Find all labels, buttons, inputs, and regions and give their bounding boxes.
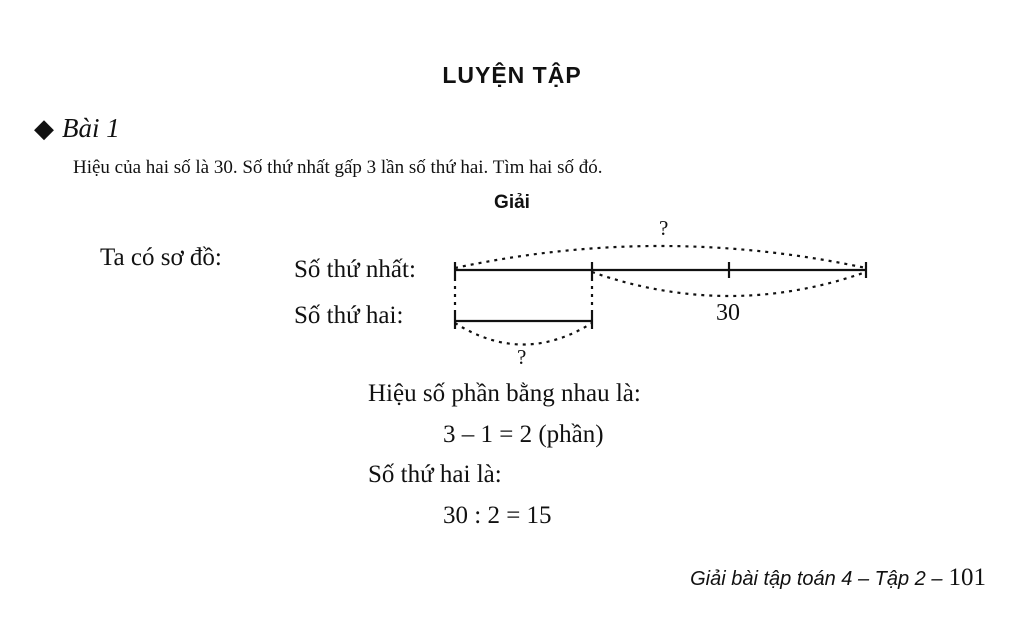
second-number-brace xyxy=(455,323,592,345)
page-footer xyxy=(690,564,986,592)
step-1-calculation: 3 – 1 = 2 (phần) xyxy=(443,421,604,448)
step-1-text: Hiệu số phần bằng nhau là: xyxy=(368,380,641,407)
book-title: Giải bài tập toán 4 – Tập 2 – xyxy=(690,568,943,590)
total-question-mark: ? xyxy=(659,216,669,240)
total-brace xyxy=(455,246,866,268)
step-2-calculation: 30 : 2 = 15 xyxy=(443,502,552,529)
diagram-intro: Ta có sơ đồ: xyxy=(100,244,222,271)
diamond-bullet-icon: ◆ xyxy=(34,113,54,143)
second-number-label: Số thứ hai: xyxy=(294,302,404,329)
page-number: 101 xyxy=(948,564,986,591)
step-2-text: Số thứ hai là: xyxy=(368,461,502,488)
solution-heading: Giải xyxy=(494,192,530,213)
page-title: LUYỆN TẬP xyxy=(442,62,582,88)
second-question-mark: ? xyxy=(517,345,527,369)
difference-label: 30 xyxy=(716,300,740,326)
exercise-heading: Bài 1 xyxy=(62,113,120,143)
problem-statement: Hiệu của hai số là 30. Số thứ nhất gấp 3 lần số thứ hai. Tìm hai số đó. xyxy=(73,157,603,178)
first-number-label: Số thứ nhất: xyxy=(294,256,416,283)
